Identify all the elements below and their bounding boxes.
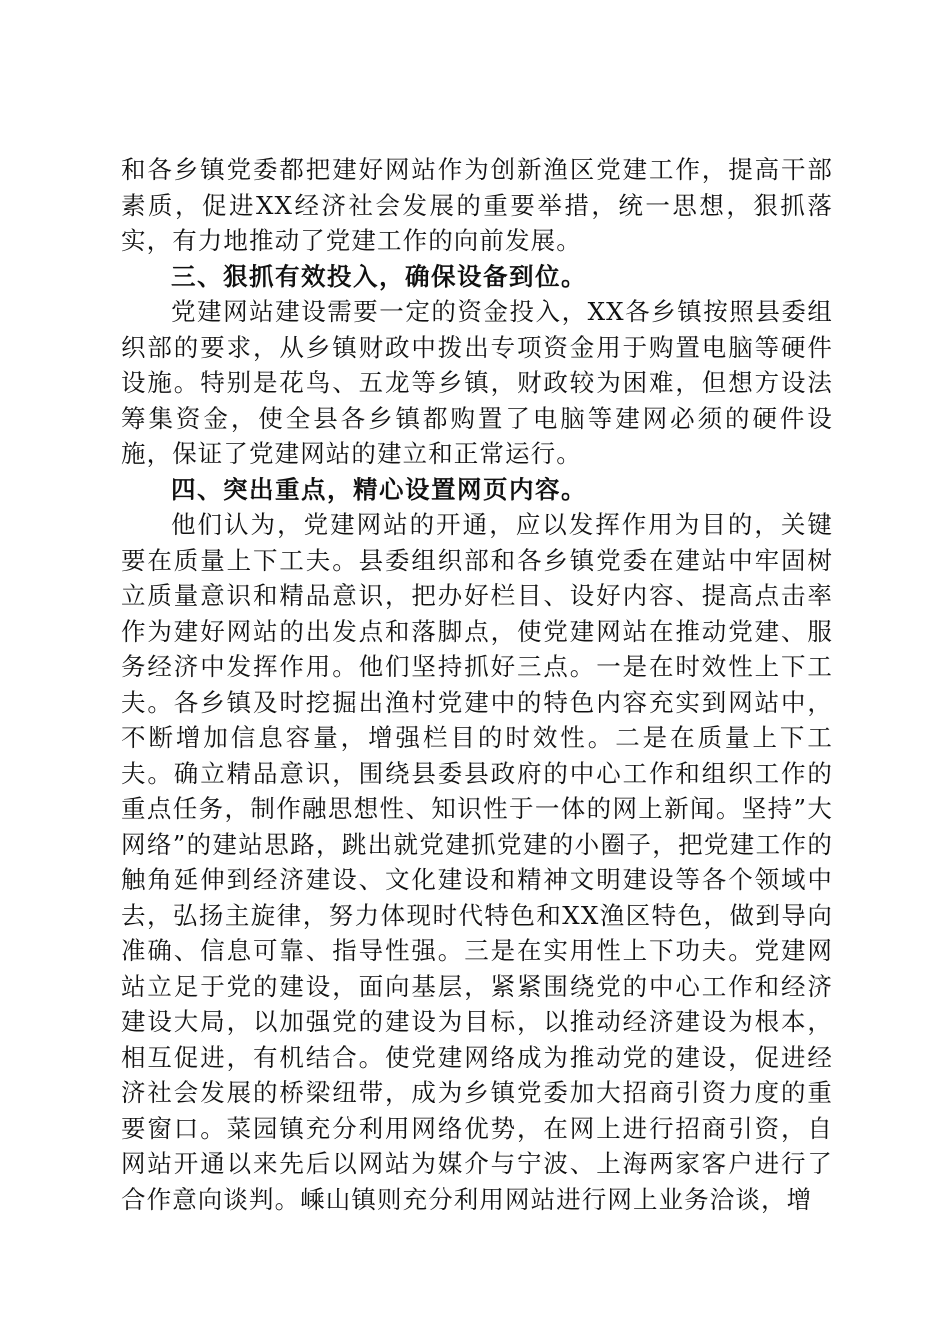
section-heading-three: 三、狠抓有效投入，确保设备到位。 xyxy=(171,261,587,291)
document-body xyxy=(121,152,833,1217)
body-paragraph-content: 他们认为，党建网站的开通，应以发挥作用为目的，关键要在质量上下工夫。县委组织部和各乡镇党委在建站中牢固树立质量意识和精品意识，把办好栏目、设好内容、提高点击率作为建好网站的出发点和落脚点，使党建网站在推动党建、服务经济中发挥作用。他们坚持抓好三点。一是在时效性上下工夫。各乡镇及时挖掘出渔村党建中的特色内容充实到网站中，不断增加信息容量，增强栏目的时效性。二是在质量上下工夫。确立精品意识，围绕县委县政府的中心工作和组织工作的重点任务，制作融思想性、知识性于一体的网上新闻。坚持”大网络”的建站思路，跳出就党建抓党建的小圈子，把党建工作的触角延伸到经济建设、文化建设和精神文明建设等各个领域中去，弘扬主旋律，努力体现时代特色和XX渔区特色，做到导向准确、信息可靠、指导性强。三是在实用性上下功夫。党建网站立足于党的建设，面向基层，紧紧围绕党的中心工作和经济建设大局，以加强党的建设为目标，以推动经济建设为根本，相互促进，有机结合。使党建网络成为推动党的建设，促进经济社会发展的桥梁纽带，成为乡镇党委加大招商引资力度的重要窗口。菜园镇充分利用网络优势，在网上进行招商引资，自网站开通以来先后以网站为媒介与宁波、上海两家客户进行了合作意向谈判。嵊山镇则充分利用网站进行网上业务洽谈，增 xyxy=(121,510,833,1214)
body-paragraph-continuation: 和各乡镇党委都把建好网站作为创新渔区党建工作，提高干部素质，促进XX经济社会发展的重要举措，统一思想，狠抓落实，有力地推动了党建工作的向前发展。 xyxy=(121,155,833,255)
section-heading-four: 四、突出重点，精心设置网页内容。 xyxy=(171,474,587,504)
body-paragraph-funding: 党建网站建设需要一定的资金投入，XX各乡镇按照县委组织部的要求，从乡镇财政中拨出专项资金用于购置电脑等硬件设施。特别是花鸟、五龙等乡镇，财政较为困难，但想方设法筹集资金，使全县各乡镇都购置了电脑等建网必须的硬件设施，保证了党建网站的建立和正常运行。 xyxy=(121,297,833,468)
